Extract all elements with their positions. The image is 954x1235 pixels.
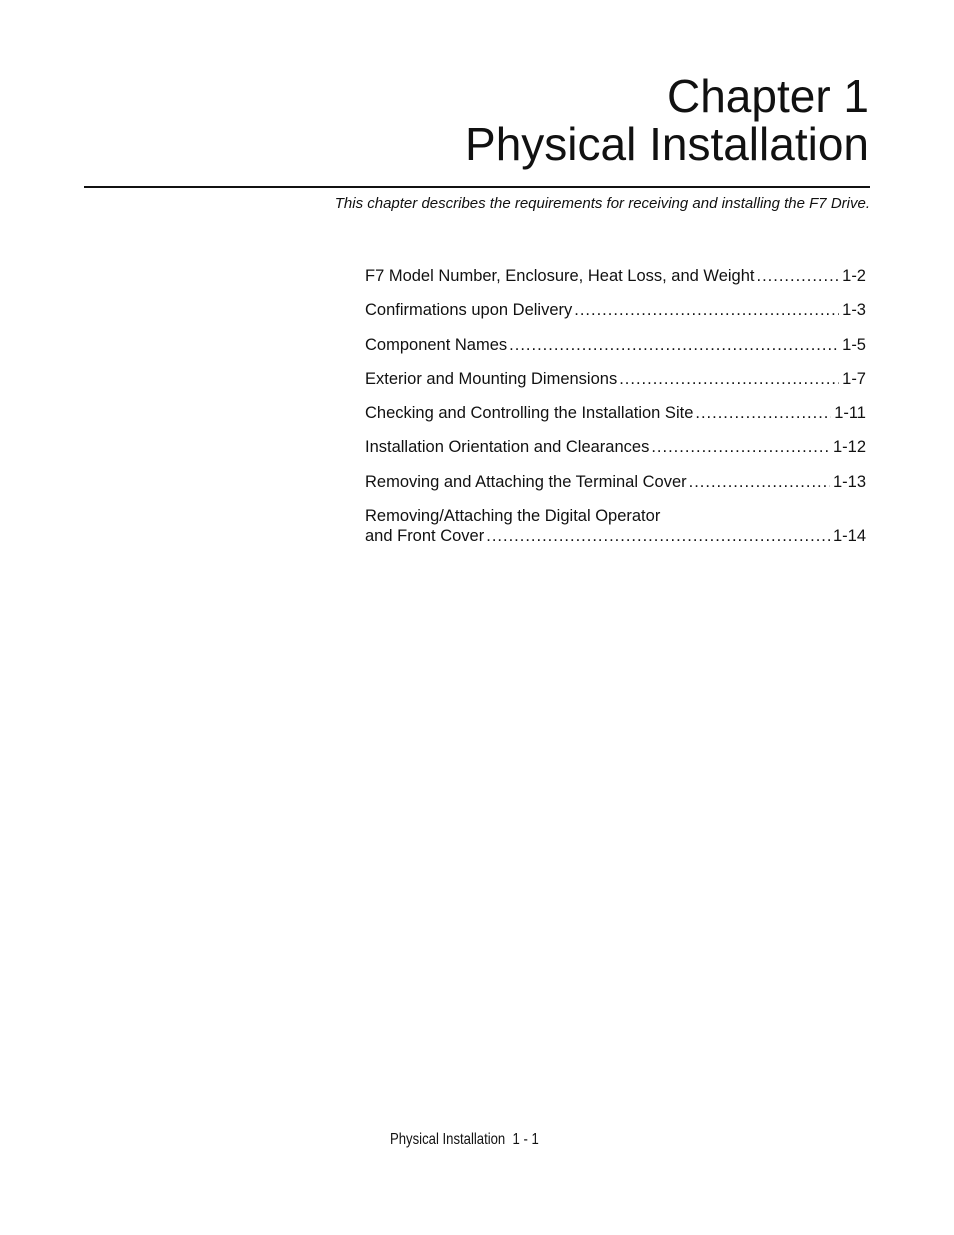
toc-entry-title: Confirmations upon Delivery xyxy=(365,301,573,320)
toc-entry-title: Component Names xyxy=(365,335,508,354)
toc-leader-dots xyxy=(486,526,830,546)
toc-entry-title-continued: and Front Cover xyxy=(365,527,485,546)
chapter-intro: This chapter describes the requirements for receiving and installing the F7 Drive. xyxy=(334,195,870,212)
toc-leader-dots xyxy=(574,298,839,322)
toc-entry-page: 1-7 xyxy=(842,369,866,388)
toc-entry[interactable] xyxy=(365,401,866,435)
page-footer xyxy=(390,1131,539,1149)
toc-entry-page: 1-14 xyxy=(832,527,866,546)
toc-entry[interactable] xyxy=(365,470,866,504)
toc-entry-title: Installation Orientation and Clearances xyxy=(365,438,650,457)
toc-leader-dots xyxy=(509,333,839,357)
chapter-title: Physical Installation xyxy=(465,118,869,170)
footer-section: Physical Installation xyxy=(390,1131,506,1148)
toc-leader-dots xyxy=(619,367,839,391)
toc-entry-title: Checking and Controlling the Installation Site xyxy=(365,404,694,423)
toc-leader-dots xyxy=(756,264,839,288)
toc-entry-page: 1-2 xyxy=(842,267,866,285)
toc-entry-page: 1-13 xyxy=(832,472,866,491)
toc-leader-dots xyxy=(651,435,830,459)
toc-entry-page: 1-11 xyxy=(834,404,866,423)
chapter-number: Chapter 1 xyxy=(666,70,869,122)
toc-leader-dots xyxy=(689,470,830,494)
toc-entry[interactable] xyxy=(365,333,866,367)
toc-entry-second-line xyxy=(365,526,866,546)
toc-leader-dots xyxy=(695,401,831,425)
toc-entry-page: 1-5 xyxy=(842,335,866,354)
header-divider xyxy=(84,186,870,188)
toc-entry-title: Removing/Attaching the Digital Operator xyxy=(365,507,661,526)
toc-entry[interactable] xyxy=(365,264,866,298)
toc-entry[interactable] xyxy=(365,367,866,401)
toc-entry-page: 1-3 xyxy=(842,301,866,320)
toc-entry-title: Removing and Attaching the Terminal Cover xyxy=(365,472,687,491)
toc-entry-title: F7 Model Number, Enclosure, Heat Loss, and Weight xyxy=(365,267,755,285)
table-of-contents xyxy=(365,264,866,546)
toc-entry-first-line xyxy=(365,506,866,526)
footer-page-number: 1 - 1 xyxy=(512,1131,539,1148)
chapter-header xyxy=(465,72,869,168)
toc-entry-title: Exterior and Mounting Dimensions xyxy=(365,369,618,388)
toc-entry-page: 1-12 xyxy=(832,438,866,457)
toc-entry[interactable] xyxy=(365,298,866,332)
toc-entry[interactable] xyxy=(365,504,866,546)
toc-entry[interactable] xyxy=(365,435,866,469)
